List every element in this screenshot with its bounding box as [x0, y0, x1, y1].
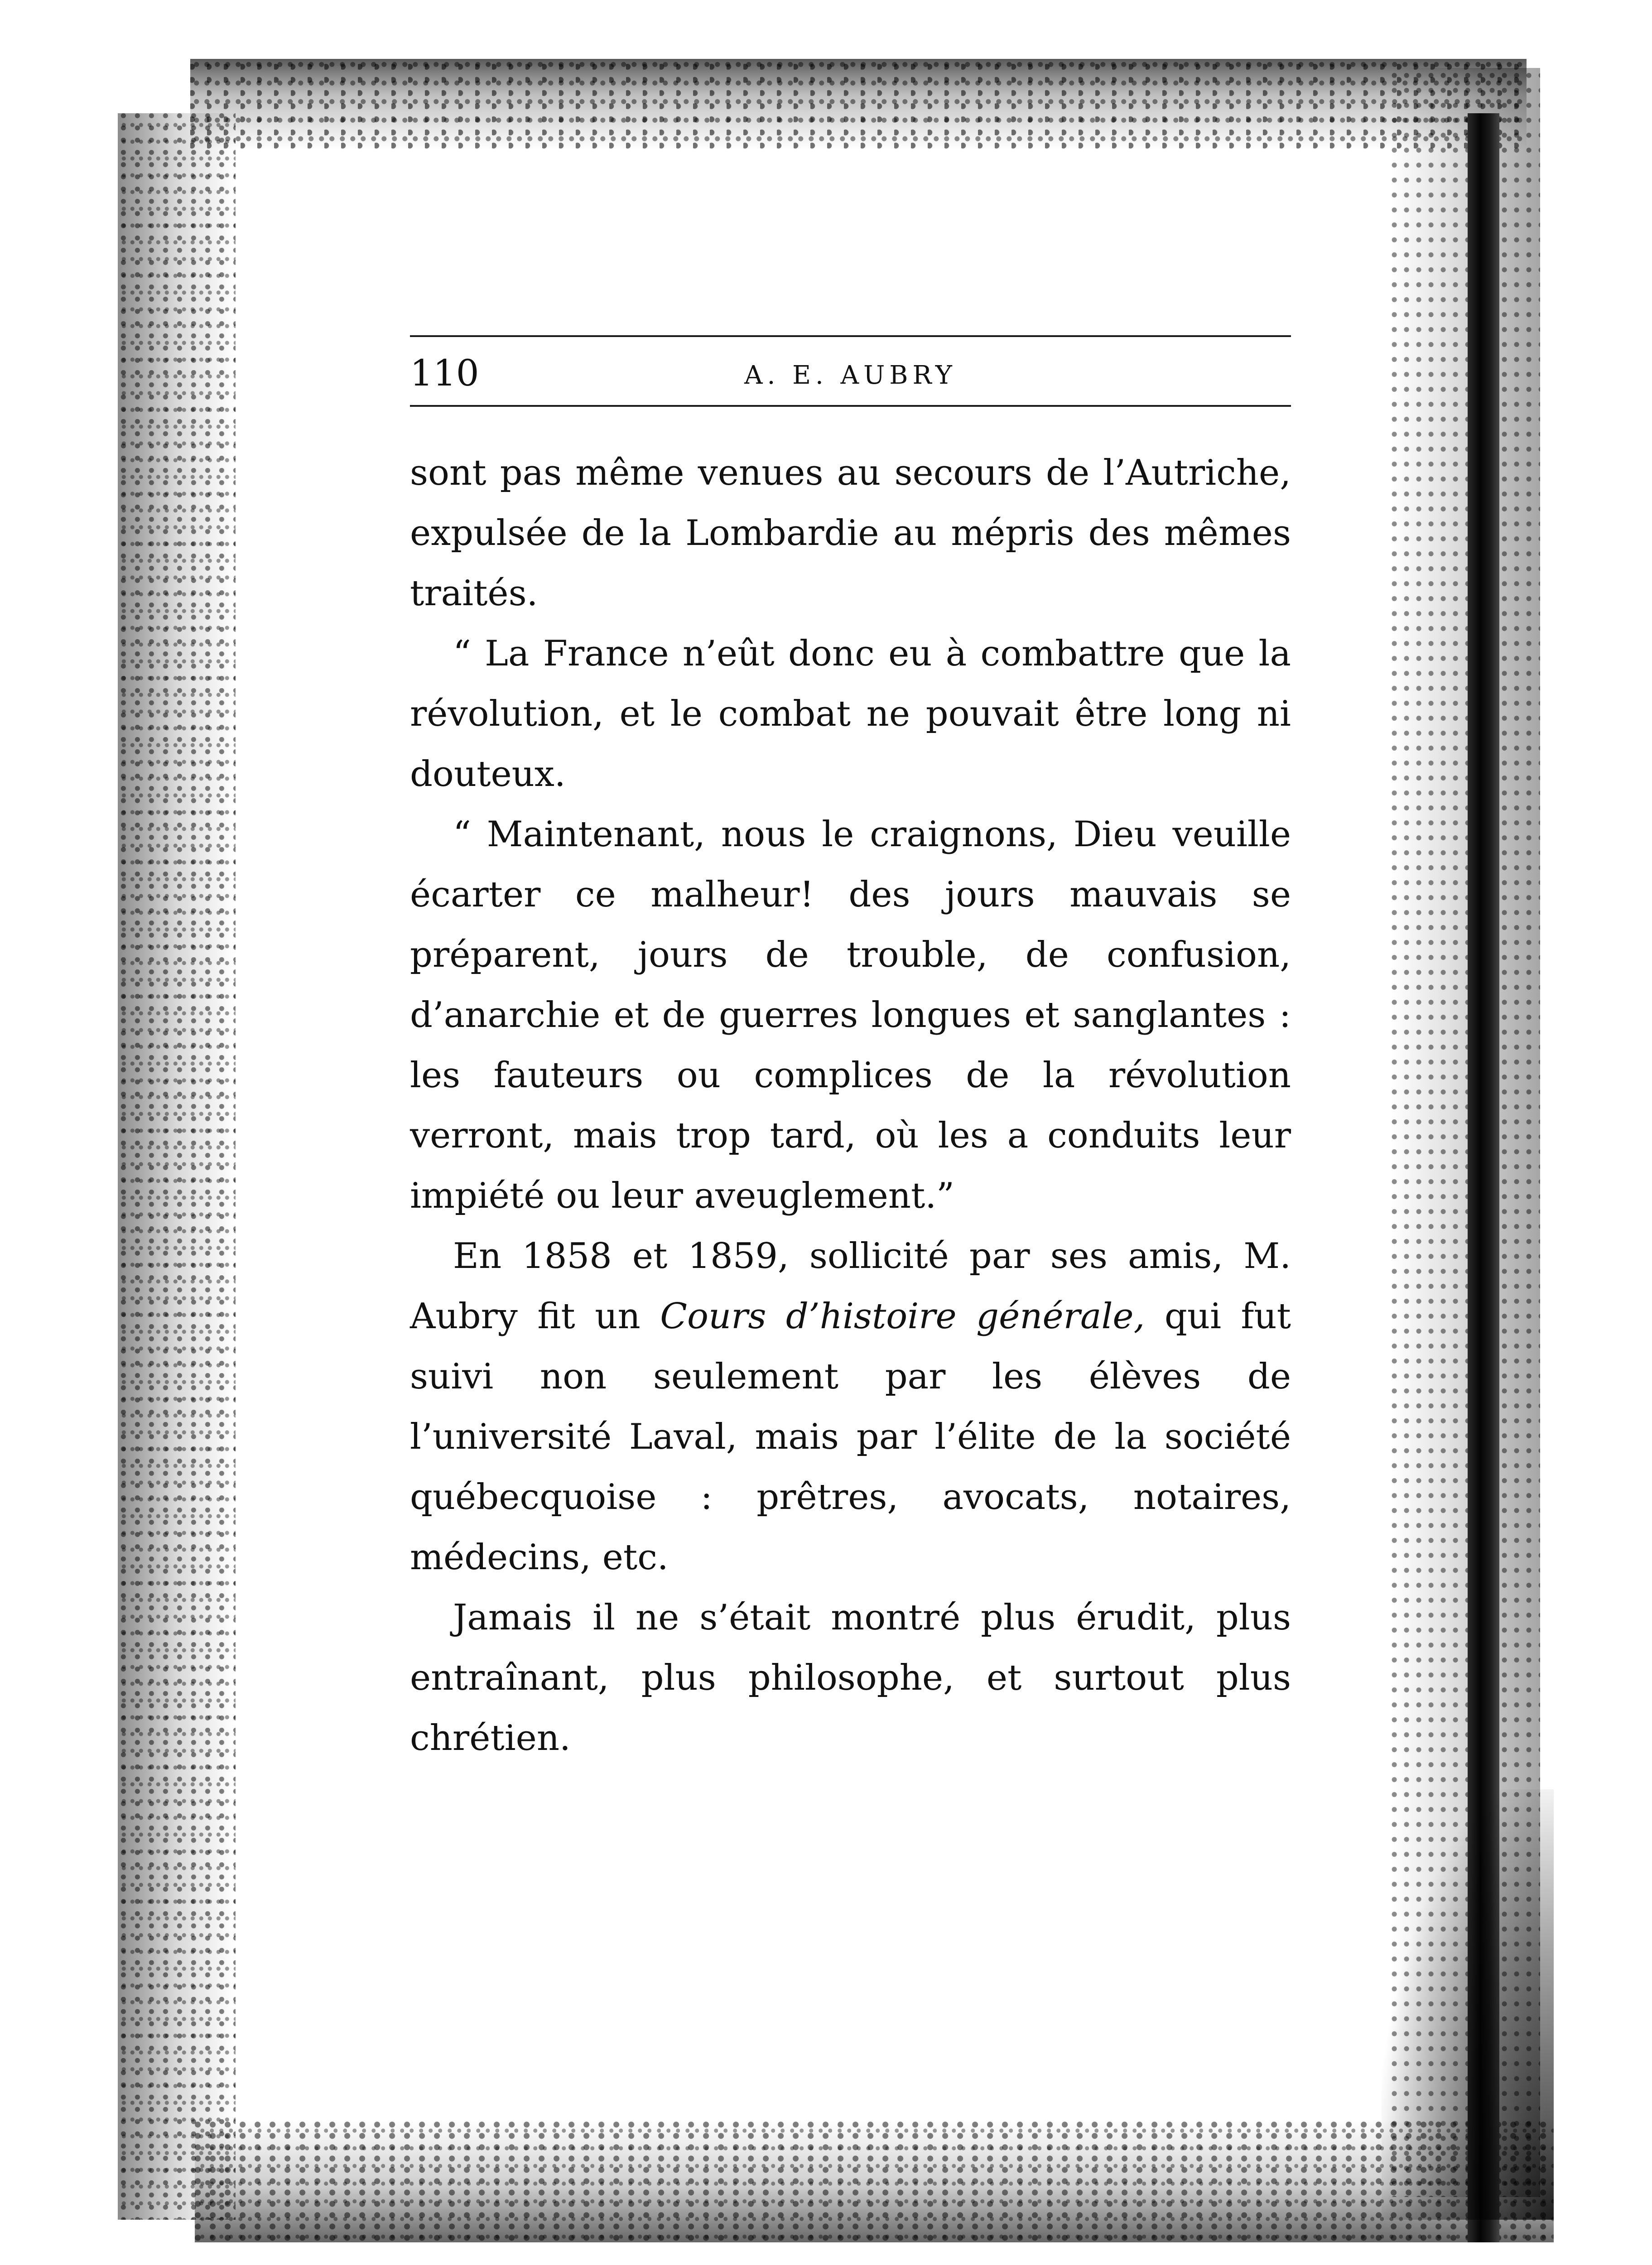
running-header: [410, 337, 1291, 405]
paragraph-text-end: qui fut suivi non seulement par les élèves de l’université Laval, mais par l’élite de la société québecquoise : prêtres, avocats, notaires, médecins, etc.: [410, 1296, 1291, 1578]
paragraph: [410, 624, 1291, 805]
running-title: A. E. AUBRY: [744, 361, 957, 390]
scan-edge-bottom: [195, 2120, 1554, 2242]
paragraph-text: “ Maintenant, nous le craignons, Dieu veuille écarter ce malheur! des jours mauvais se préparent, jours de trouble, de confusion, d’anarchie et de guerres longues et sanglantes : les fauteurs ou complices de la révolution verront, mais trop tard, où les a conduits leur impiété ou leur aveuglement.”: [410, 814, 1291, 1216]
scan-edge-top: [190, 59, 1527, 149]
paragraph-italic: Cours d’histoire générale,: [660, 1296, 1145, 1337]
paragraph-text: sont pas même venues au secours de l’Autriche, expulsée de la Lombardie au mépris des mêmes traités.: [410, 453, 1291, 614]
paragraph-text: Jamais il ne s’était montré plus érudit, plus entraînant, plus philosophe, et surtout plus chrétien.: [410, 1597, 1291, 1759]
page-number: 110: [410, 352, 479, 394]
paragraph-text: En 1858 et 1859, sollicité par ses amis, M. Aubry fit un: [410, 1236, 1291, 1337]
paragraph-text: “ La France n’eût donc eu à combattre que la révolution, et le combat ne pouvait être long ni douteux.: [410, 633, 1291, 795]
scan-edge-right: [1391, 68, 1540, 2197]
body-text: [410, 443, 1291, 1769]
paragraph: [410, 805, 1291, 1226]
paragraph: [410, 1226, 1291, 1588]
scan-corner-shadow: [1382, 1789, 1554, 2220]
header-rule-bottom: [410, 405, 1291, 407]
scan-edge-left: [118, 113, 236, 2220]
book-binding-shadow: [1468, 113, 1499, 2242]
paragraph: [410, 443, 1291, 624]
book-page: [410, 335, 1291, 1769]
paragraph: [410, 1588, 1291, 1769]
